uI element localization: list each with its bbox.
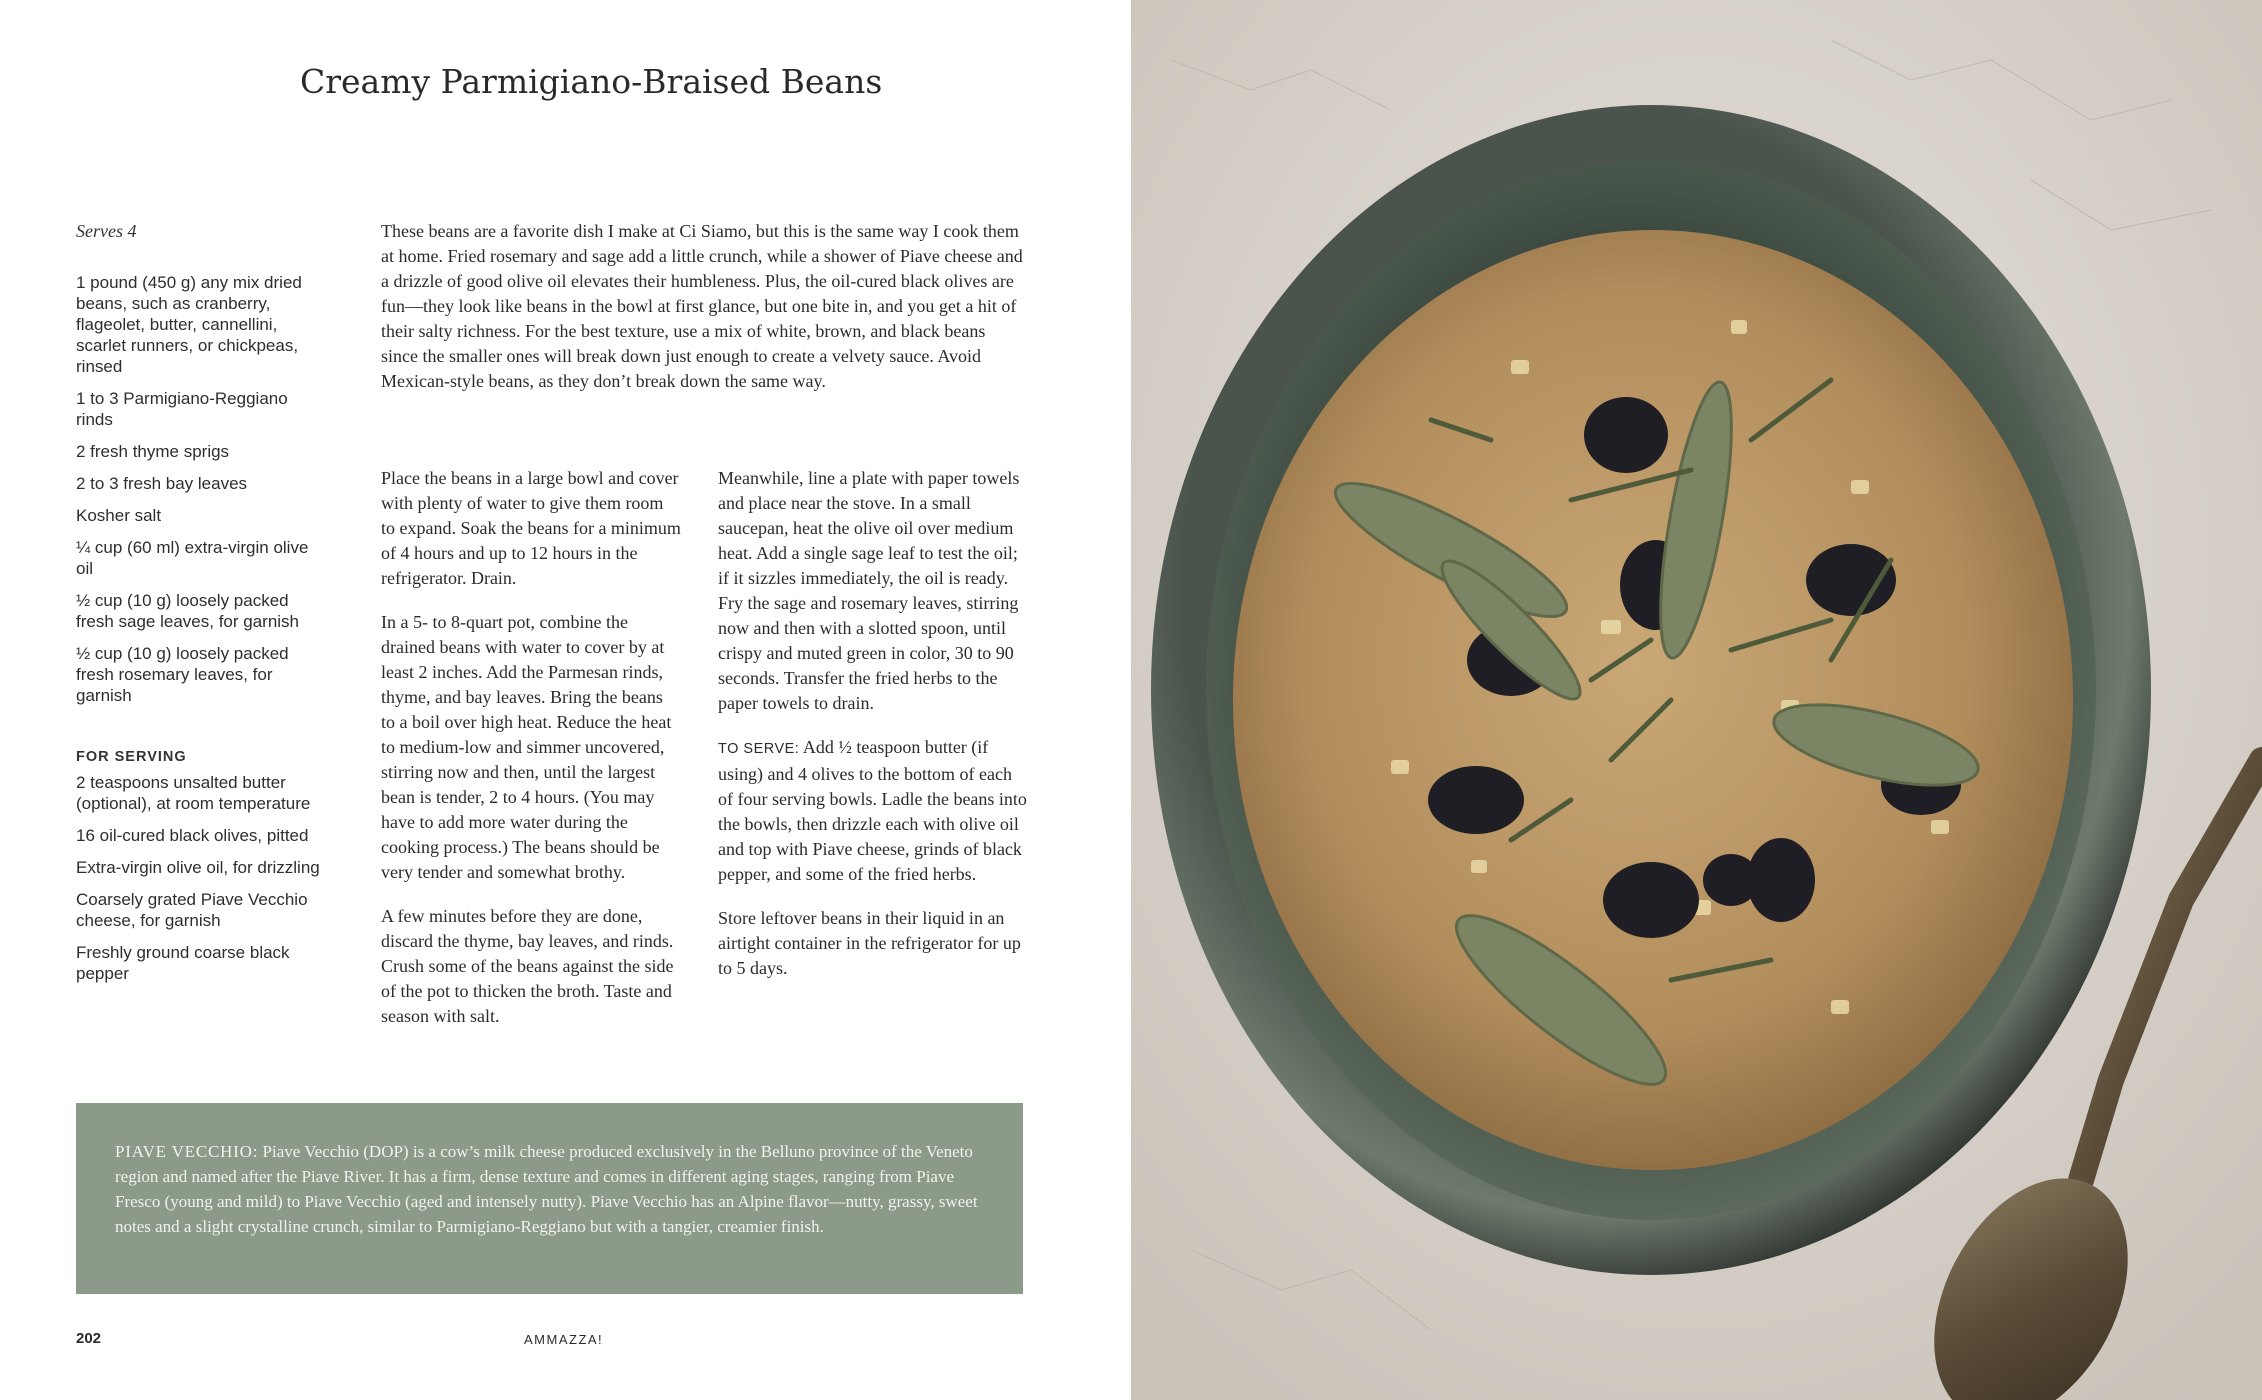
ingredient-item: 1 to 3 Parmigiano-Reggiano rinds bbox=[76, 389, 288, 429]
method-column-2 bbox=[718, 466, 1028, 1000]
serving-item: 16 oil-cured black olives, pitted bbox=[76, 826, 309, 845]
storage-step: Store leftover beans in their liquid in an airtight container in the refrigerator for up to 5 days. bbox=[718, 908, 1021, 978]
ingredient-item: ½ cup (10 g) loosely packed fresh sage leaves, for garnish bbox=[76, 591, 300, 631]
serves-line: Serves 4 bbox=[76, 221, 137, 241]
running-head: AMMAZZA! bbox=[524, 1332, 604, 1347]
serving-item: Extra-virgin olive oil, for drizzling bbox=[76, 858, 320, 877]
ingredient-item: 2 fresh thyme sprigs bbox=[76, 442, 230, 461]
bean-bowl-illustration bbox=[1131, 0, 2262, 1400]
recipe-title: Creamy Parmigiano-Braised Beans bbox=[300, 62, 883, 101]
method-step: Meanwhile, line a plate with paper towels and place near the stove. In a small saucepan, heat the olive oil over medium heat. Add a single sage leaf to test the oil; if it sizzles immediately, the oil is ready. Fry the sage and rosemary leaves, stirring now and then with a slotted spoon, until crispy and muted green in color, 30 to 90 seconds. Transfer the fried herbs to the paper towels to drain. bbox=[718, 468, 1020, 713]
ingredient-item: ½ cup (10 g) loosely packed fresh rosemary leaves, for garnish bbox=[76, 644, 289, 705]
method-step: In a 5- to 8-quart pot, combine the drained beans with water to cover by at least 2 inches. Add the Parmesan rinds, thyme, and bay leaves. Bring the beans to a boil over high heat. Reduce the heat to medium-low and simmer uncovered, stirring now and then, until the largest bean is tender, 2 to 4 hours. (You may have to add more water during the cooking process.) The beans should be very tender and somewhat brothy. bbox=[381, 612, 672, 882]
ingredient-item: ¼ cup (60 ml) extra-virgin olive oil bbox=[76, 538, 309, 578]
cheese-note-text: Piave Vecchio (DOP) is a cow’s milk cheese produced exclusively in the Belluno province of the Veneto region and named after the Piave River. It has a firm, dense texture and comes in different aging stages, ranging from Piave Fresco (young and mild) to Piave Vecchio (aged and intensely nutty). Piave Vecchio has an Alpine flavor—nutty, grassy, sweet notes and a slight crystalline crunch, similar to Parmigiano-Reggiano but with a tangier, creamier finish. bbox=[115, 1142, 978, 1236]
method-step: A few minutes before they are done, discard the thyme, bay leaves, and rinds. Crush some of the beans against the side of the pot to thicken the broth. Taste and season with salt. bbox=[381, 906, 674, 1026]
method-column-1 bbox=[381, 466, 681, 1048]
recipe-intro: These beans are a favorite dish I make at Ci Siamo, but this is the same way I cook them at home. Fried rosemary and sage add a little crunch, while a shower of Piave cheese and a drizzle of good olive oil elevates their humbleness. Plus, the oil-cured black olives are fun—they look like beans in the bowl at first glance, but one bite in, and you get a hit of their salty richness. For the best texture, use a mix of white, brown, and black beans since the smaller ones will break down just enough to create a velvety sauce. Avoid Mexican-style beans, as they don’t break down the same way. bbox=[381, 221, 1023, 391]
serving-item: Coarsely grated Piave Vecchio cheese, for garnish bbox=[76, 890, 308, 930]
cheese-note bbox=[115, 1139, 985, 1239]
recipe-page bbox=[0, 0, 1130, 1400]
cheese-note-label: PIAVE VECCHIO: bbox=[115, 1142, 259, 1161]
to-serve-label: TO SERVE: bbox=[718, 741, 800, 757]
page-number: 202 bbox=[76, 1330, 102, 1347]
recipe-photo bbox=[1131, 0, 2262, 1400]
to-serve-text: Add ½ teaspoon butter (if using) and 4 olives to the bottom of each of four serving bowls. Ladle the beans into the bowls, then drizzle each with olive oil and top with Piave cheese, grinds of black pepper, and some of the fried herbs. bbox=[718, 737, 1027, 884]
beans bbox=[1233, 230, 2073, 1170]
method-step: Place the beans in a large bowl and cover with plenty of water to give them room to expand. Soak the beans for a minimum of 4 hours and up to 12 hours in the refrigerator. Drain. bbox=[381, 468, 681, 588]
for-serving-heading: FOR SERVING bbox=[76, 749, 187, 765]
to-serve-step bbox=[718, 735, 1028, 887]
cheese-note-box bbox=[76, 1103, 1023, 1294]
for-serving-list bbox=[76, 772, 326, 995]
ingredient-item: 2 to 3 fresh bay leaves bbox=[76, 474, 248, 493]
ingredient-item: Kosher salt bbox=[76, 506, 162, 525]
serving-item: 2 teaspoons unsalted butter (optional), at room temperature bbox=[76, 773, 311, 813]
ingredient-list bbox=[76, 272, 326, 717]
ingredient-item: 1 pound (450 g) any mix dried beans, such as cranberry, flageolet, butter, cannellini, scarlet runners, or chickpeas, rinsed bbox=[76, 273, 302, 376]
serving-item: Freshly ground coarse black pepper bbox=[76, 943, 290, 983]
